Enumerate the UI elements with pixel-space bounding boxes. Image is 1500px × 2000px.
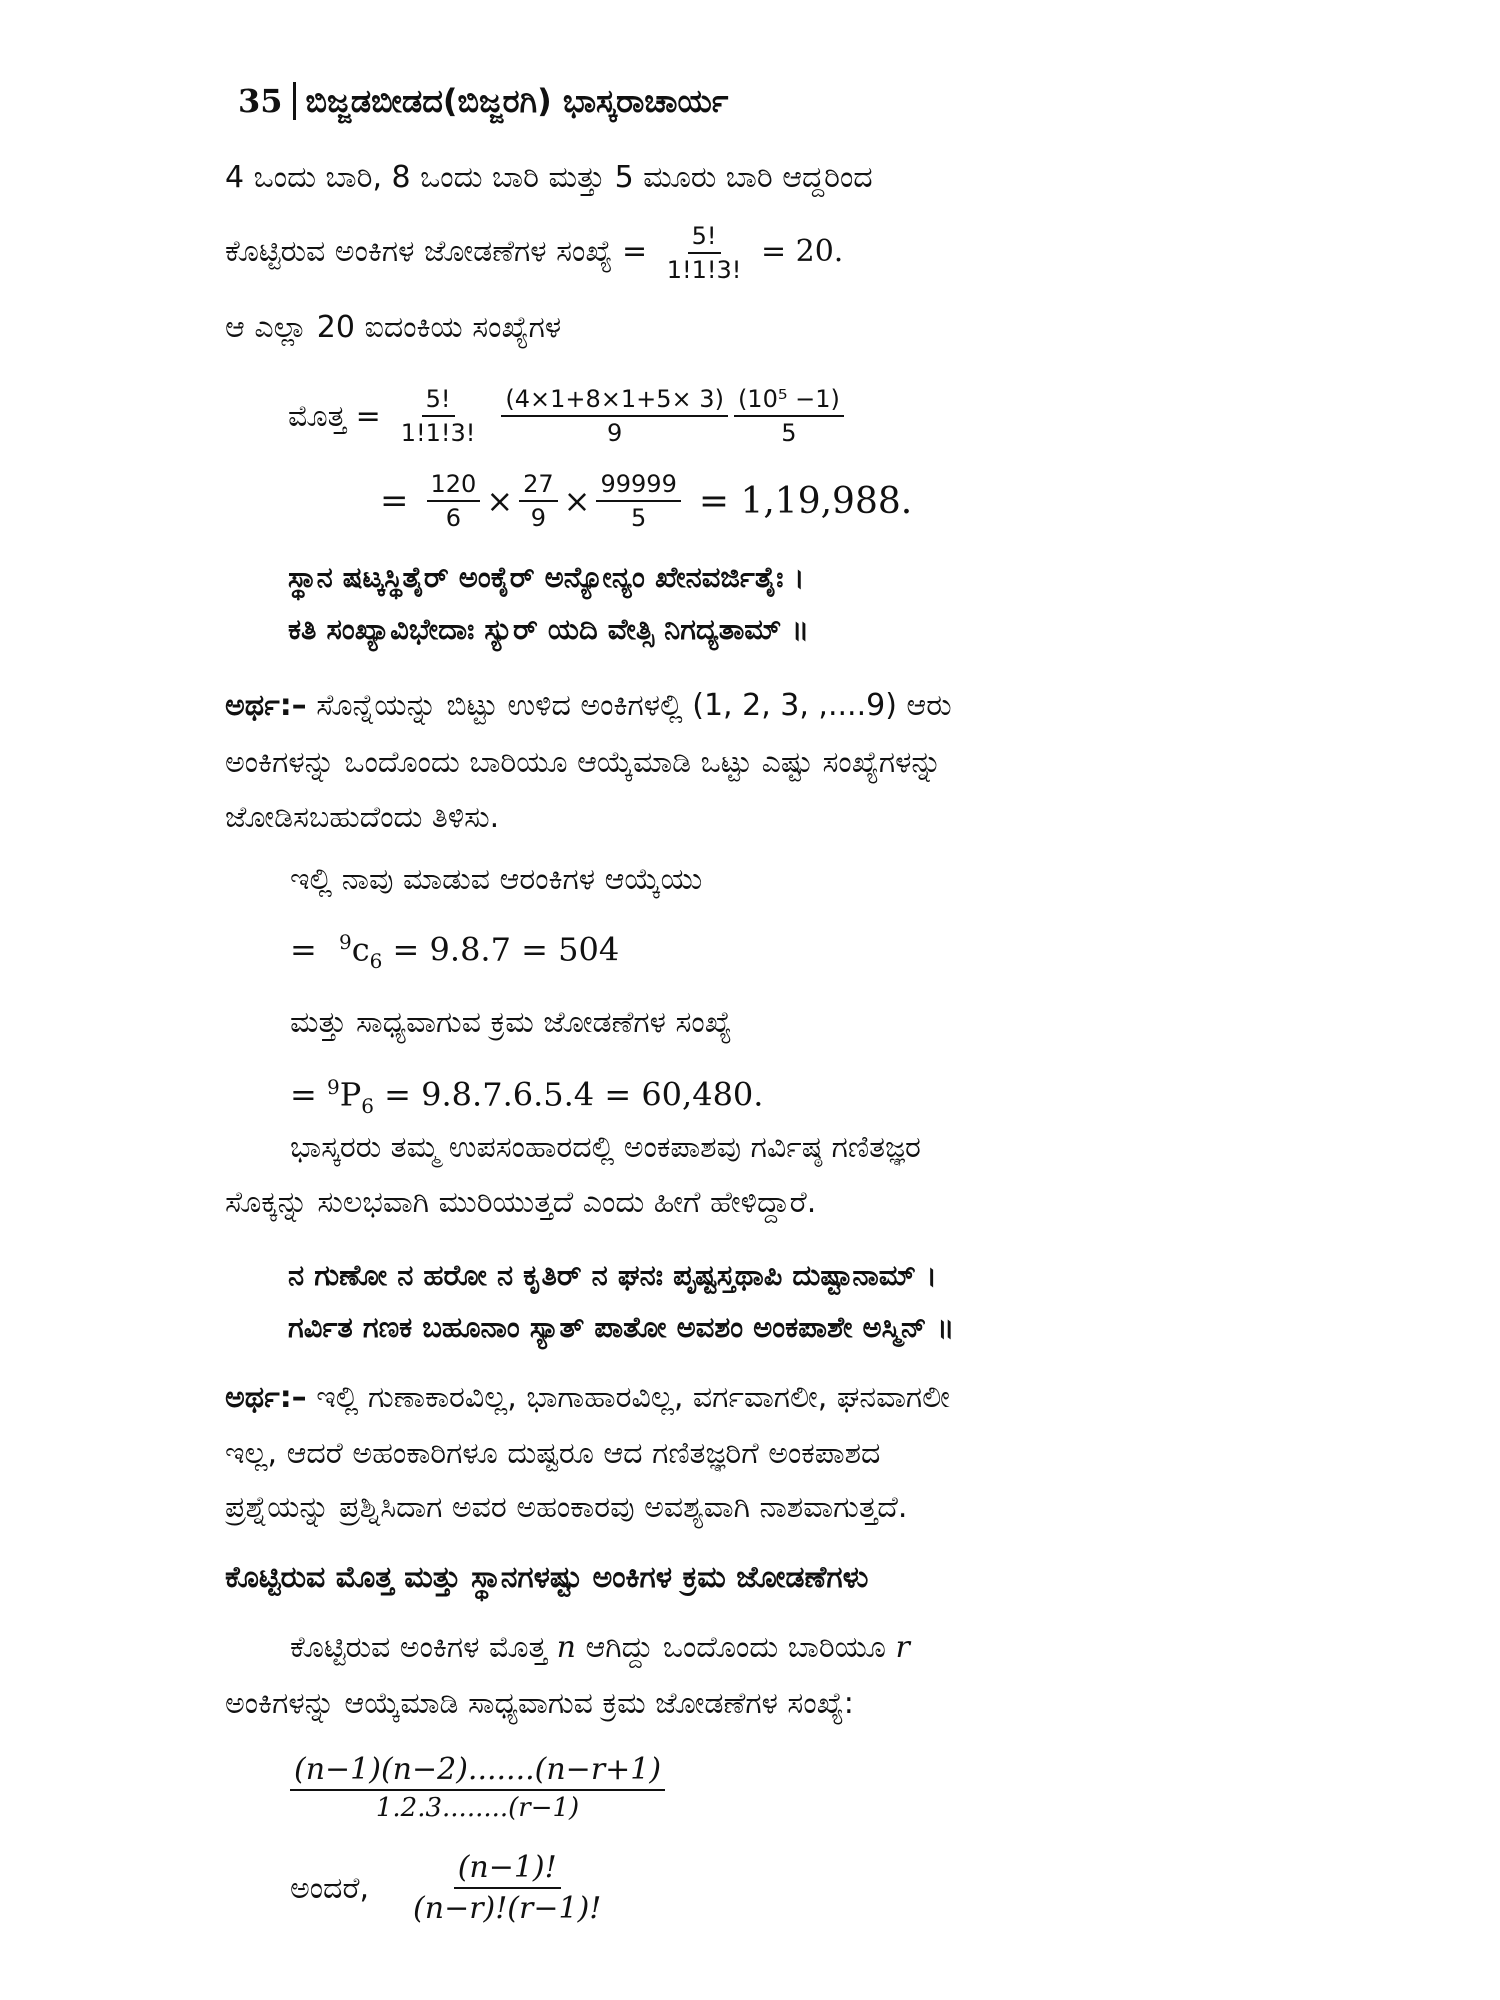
formula2-denominator: (n−r)!(r−1)! (413, 1891, 602, 1926)
p4-text-a: ಕೊಟ್ಟಿರುವ ಅಂಕಿಗಳ ಮೊತ್ತ (290, 1630, 548, 1665)
meaning1-line1 (225, 688, 952, 723)
sum-fraction-3 (734, 385, 844, 447)
sum-f3-den: 5 (781, 419, 797, 447)
formula1-numerator: (n−1)(n−2).......(n−r+1) (290, 1752, 665, 1791)
verse1-line2: ಕತಿ ಸಂಖ್ಯಾವಿಭೇದಾಃ ಸ್ಯುರ್ ಯದಿ ವೇತ್ಸಿ ನಿಗದ್ಯತಾಮ್ ॥ (288, 612, 810, 646)
meaning2-label: ಅರ್ಥ:– (225, 1380, 307, 1415)
sum-equation-1 (288, 385, 850, 447)
calc-line3: ಮತ್ತು ಸಾಧ್ಯವಾಗುವ ಕ್ರಮ ಜೋಡಣೆಗಳ ಸಂಖ್ಯೆ (290, 1005, 732, 1040)
p1-line2 (225, 222, 843, 284)
meaning1-text1: ಸೊನ್ನೆಯನ್ನು ಬಿಟ್ಟು ಉಳಿದ ಅಂಕಿಗಳಲ್ಲಿ (1, 2, 3, ,....9) ಆರು (316, 688, 952, 723)
p4-line1 (290, 1630, 910, 1665)
sum-f2-den: 9 (607, 419, 623, 447)
section-heading: ಕೊಟ್ಟಿರುವ ಮೊತ್ತ ಮತ್ತು ಸ್ಥಾನಗಳಷ್ಟು ಅಂಕಿಗಳ ಕ್ರಮ ಜೋಡಣೆಗಳು (225, 1560, 869, 1595)
calc-comb-sup: 9 (338, 930, 352, 954)
meaning2-text1: ಇಲ್ಲಿ ಗುಣಾಕಾರವಿಲ್ಲ, ಭಾಗಾಹಾರವಿಲ್ಲ, ವರ್ಗವಾಗಲೀ, ಘನವಾಗಲೀ (316, 1380, 950, 1415)
sum-g2-den: 9 (530, 504, 547, 532)
formula-ordered-arrangements (290, 1752, 665, 1823)
sum-result: = 1,19,988. (698, 480, 913, 522)
sum-g2-num: 27 (519, 470, 558, 502)
sum-g2 (519, 470, 558, 532)
calc-perm-sub: 6 (361, 1094, 374, 1119)
formula2-fraction (409, 1850, 605, 1926)
sum-g3-den: 5 (631, 504, 647, 532)
page-header (238, 82, 728, 121)
fraction-denominator: 1!1!3! (666, 256, 742, 284)
var-r: r (895, 1630, 910, 1665)
sum-fraction-2 (501, 385, 728, 447)
meaning2-line1 (225, 1380, 950, 1415)
sum-equation-2 (380, 470, 912, 532)
meaning1-line2: ಅಂಕಿಗಳನ್ನು ಒಂದೊಂದು ಬಾರಿಯೂ ಆಯ್ಕೆಮಾಡಿ ಒಟ್ಟು ಎಷ್ಟು ಸಂಖ್ಯೆಗಳನ್ನು (225, 745, 942, 780)
calc-perm-sup: 9 (326, 1075, 340, 1099)
sum-g1 (427, 470, 481, 532)
meaning2-line2: ಇಲ್ಲ, ಆದರೆ ಅಹಂಕಾರಿಗಳೂ ದುಷ್ಟರೂ ಆದ ಗಣಿತಜ್ಞರಿಗೆ ಅಂಕಪಾಶದ (225, 1436, 881, 1471)
times-sign-1: × (486, 482, 514, 520)
calc-eq: = (290, 930, 317, 969)
header-divider (293, 82, 296, 120)
p2-text: ಆ ಎಲ್ಲಾ 20 ಐದಂಕಿಯ ಸಂಖ್ಯೆಗಳ (225, 310, 562, 345)
meaning2-line3: ಪ್ರಶ್ನೆಯನ್ನು ಪ್ರಶ್ನಿಸಿದಾಗ ಅವರ ಅಹಂಕಾರವು ಅವಶ್ಯವಾಗಿ ನಾಶವಾಗುತ್ತದೆ. (225, 1490, 908, 1525)
sum-g1-den: 6 (445, 504, 462, 532)
p3-line2: ಸೊಕ್ಕನ್ನು ಸುಲಭವಾಗಿ ಮುರಿಯುತ್ತದೆ ಎಂದು ಹೀಗೆ ಹೇಳಿದ್ದಾರೆ. (225, 1185, 817, 1220)
formula2-label: ಅಂದರೆ, (290, 1870, 370, 1906)
calc-eq-2: = (290, 1075, 317, 1114)
sum-fraction-1 (397, 385, 480, 447)
times-sign-2: × (563, 482, 591, 520)
calc-combination (290, 930, 619, 973)
calc-perm-p: P (339, 1075, 362, 1114)
p1-line1: 4 ಒಂದು ಬಾರಿ, 8 ಒಂದು ಬಾರಿ ಮತ್ತು 5 ಮೂರು ಬಾರಿ ಆದ್ದರಿಂದ (225, 160, 873, 195)
sum-f1-den: 1!1!3! (400, 419, 476, 447)
p1-line2-text: ಕೊಟ್ಟಿರುವ ಅಂಕಿಗಳ ಜೋಡಣೆಗಳ ಸಂಖ್ಯೆ = (225, 234, 648, 269)
header-title: ಬಿಜ್ಜಡಬೀಡದ(ಬಿಜ್ಜರಗಿ) ಭಾಸ್ಕರಾಚಾರ್ಯ (305, 82, 729, 120)
p3-line1: ಭಾಸ್ಕರರು ತಮ್ಮ ಉಪಸಂಹಾರದಲ್ಲಿ ಅಂಕಪಾಶವು ಗರ್ವಿಷ್ಠ ಗಣಿತಜ್ಞರ (290, 1130, 921, 1165)
p1-result: = 20. (760, 234, 844, 269)
sum-g1-num: 120 (427, 470, 481, 502)
calc-line1: ಇಲ್ಲಿ ನಾವು ಮಾಡುವ ಆರಂಕಿಗಳ ಆಯ್ಕೆಯು (290, 862, 703, 897)
fraction-numerator: 5! (688, 222, 721, 254)
sum-f2-num: (4×1+8×1+5× 3) (501, 385, 728, 417)
calc-comb-result: = 9.8.7 = 504 (392, 930, 620, 969)
sum-g3-num: 99999 (596, 470, 680, 502)
verse1-line1: ಸ್ಥಾನ ಷಟ್ಕಸ್ಥಿತೈರ್ ಅಂಕೈರ್ ಅನ್ಯೋನ್ಯಂ ಖೇನವರ್ಜಿತೈಃ । (288, 560, 805, 594)
formula1-denominator: 1.2.3........(r−1) (375, 1793, 580, 1823)
sum-label: ಮೊತ್ತ = (288, 398, 381, 434)
sum-f1-num: 5! (422, 385, 455, 417)
verse2-line1: ನ ಗುಣೋ ನ ಹರೋ ನ ಕೃತಿರ್ ನ ಘನಃ ಪೃಷ್ಟಸ್ತಥಾಪಿ ದುಷ್ಟಾನಾಮ್ । (288, 1258, 937, 1292)
formula-factorial (290, 1850, 611, 1926)
var-n: n (556, 1630, 576, 1665)
calc-perm-result: = 9.8.7.6.5.4 = 60,480. (384, 1075, 764, 1114)
calc-permutation (290, 1075, 763, 1118)
calc-comb-c: c (351, 930, 370, 969)
sum-eq2-prefix: = (380, 481, 409, 521)
p4-text-b: ಆಗಿದ್ದು ಒಂದೊಂದು ಬಾರಿಯೂ (585, 1630, 886, 1665)
formula1-fraction (290, 1752, 665, 1823)
verse2-line2: ಗರ್ವಿತ ಗಣಕ ಬಹೂನಾಂ ಸ್ಯಾತ್ ಪಾತೋ ಅವಶಂ ಅಂಕಪಾಶೇ ಅಸ್ಮಿನ್ ॥ (288, 1310, 955, 1344)
page-number: 35 (238, 82, 283, 120)
calc-comb-sub: 6 (369, 949, 383, 974)
meaning1-label: ಅರ್ಥ:– (225, 688, 307, 723)
p4-line2: ಅಂಕಿಗಳನ್ನು ಆಯ್ಕೆಮಾಡಿ ಸಾಧ್ಯವಾಗುವ ಕ್ರಮ ಜೋಡಣೆಗಳ ಸಂಖ್ಯೆ: (225, 1686, 854, 1721)
fraction-arrangements (663, 222, 746, 284)
sum-g3 (596, 470, 680, 532)
meaning1-line3: ಜೋಡಿಸಬಹುದೆಂದು ತಿಳಿಸು. (225, 800, 500, 835)
formula2-numerator: (n−1)! (454, 1850, 561, 1889)
sum-f3-num: (10⁵ −1) (734, 385, 844, 417)
